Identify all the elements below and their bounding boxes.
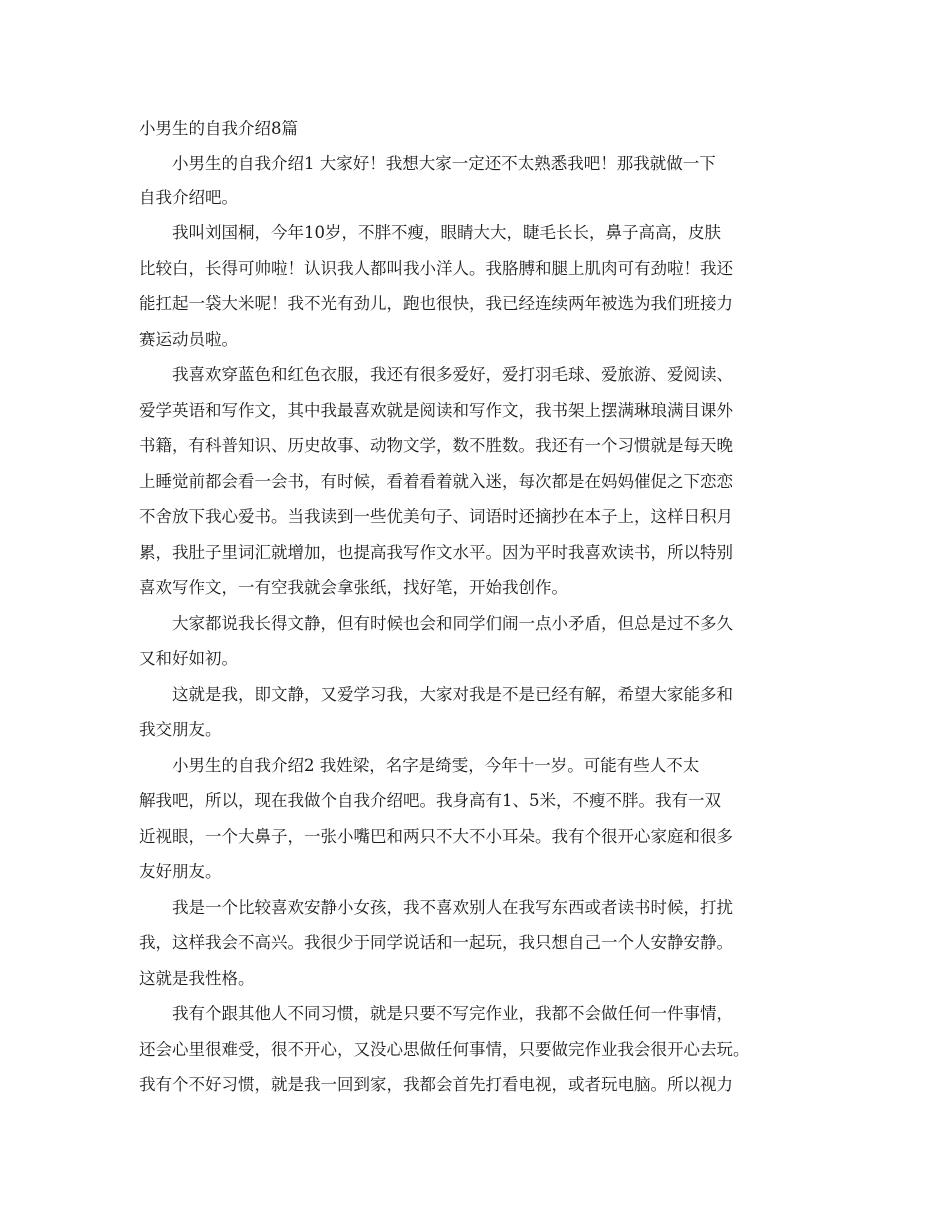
text-line: 书籍，有科普知识、历史故事、动物文学，数不胜数。我还有一个习惯就是每天晚 [139, 436, 733, 455]
text-line: 还会心里很难受，很不开心，又没心思做任何事情，只要做完作业我会很开心去玩。 [139, 1040, 750, 1059]
text-line: 解我吧，所以，现在我做个自我介绍吧。我身高有1、5米，不瘦不胖。我有一双 [139, 791, 721, 810]
text-line: 我叫刘国桐，今年10岁，不胖不瘦，眼睛大大，睫毛长长，鼻子高高，皮肤 [172, 223, 721, 242]
text-line: 我有个不好习惯，就是我一回到家，我都会首先打看电视，或者玩电脑。所以视力 [139, 1075, 733, 1094]
text-line: 我喜欢穿蓝色和红色衣服，我还有很多爱好，爱打羽毛球、爱旅游、爱阅读、 [172, 365, 733, 384]
text-line: 大家都说我长得文静，但有时候也会和同学们闹一点小矛盾，但总是过不多久 [172, 614, 733, 633]
text-line: 累，我肚子里词汇就增加，也提高我写作文水平。因为平时我喜欢读书，所以特别 [139, 543, 733, 562]
text-line: 自我介绍吧。 [139, 188, 238, 207]
text-line: 这就是我性格。 [139, 969, 255, 988]
text-line: 我交朋友。 [139, 720, 222, 739]
text-line: 我是一个比较喜欢安静小女孩，我不喜欢别人在我写东西或者读书时候，打扰 [172, 898, 733, 917]
text-line: 不舍放下我心爱书。当我读到一些优美句子、词语时还摘抄在本子上，这样日积月 [139, 507, 733, 526]
document-title: 小男生的自我介绍8篇 [139, 119, 298, 138]
text-line: 上睡觉前都会看一会书，有时候，看着看着就入迷，每次都是在妈妈催促之下恋恋 [139, 472, 733, 491]
text-line: 我，这样我会不高兴。我很少于同学说话和一起玩，我只想自己一个人安静安静。 [139, 933, 733, 952]
text-line: 又和好如初。 [139, 649, 238, 668]
text-line: 能扛起一袋大米呢！我不光有劲儿，跑也很快，我已经连续两年被选为我们班接力 [139, 294, 733, 313]
text-line: 小男生的自我介绍1 大家好！我想大家一定还不太熟悉我吧！那我就做一下 [172, 154, 716, 173]
text-line: 小男生的自我介绍2 我姓梁，名字是绮雯，今年十一岁。可能有些人不太 [172, 756, 700, 775]
text-line: 比较白，长得可帅啦！认识我人都叫我小洋人。我胳膊和腿上肌肉可有劲啦！我还 [139, 259, 733, 278]
text-line: 我有个跟其他人不同习惯，就是只要不写完作业，我都不会做任何一件事情， [172, 1004, 733, 1023]
text-line: 这就是我，即文静，又爱学习我，大家对我是不是已经有解，希望大家能多和 [172, 685, 733, 704]
text-line: 赛运动员啦。 [139, 330, 238, 349]
text-line: 友好朋友。 [139, 862, 222, 881]
text-line: 爱学英语和写作文，其中我最喜欢就是阅读和写作文，我书架上摆满琳琅满目课外 [139, 401, 733, 420]
text-line: 喜欢写作文，一有空我就会拿张纸，找好笔，开始我创作。 [139, 578, 568, 597]
text-line: 近视眼，一个大鼻子，一张小嘴巴和两只不大不小耳朵。我有个很开心家庭和很多 [139, 827, 733, 846]
